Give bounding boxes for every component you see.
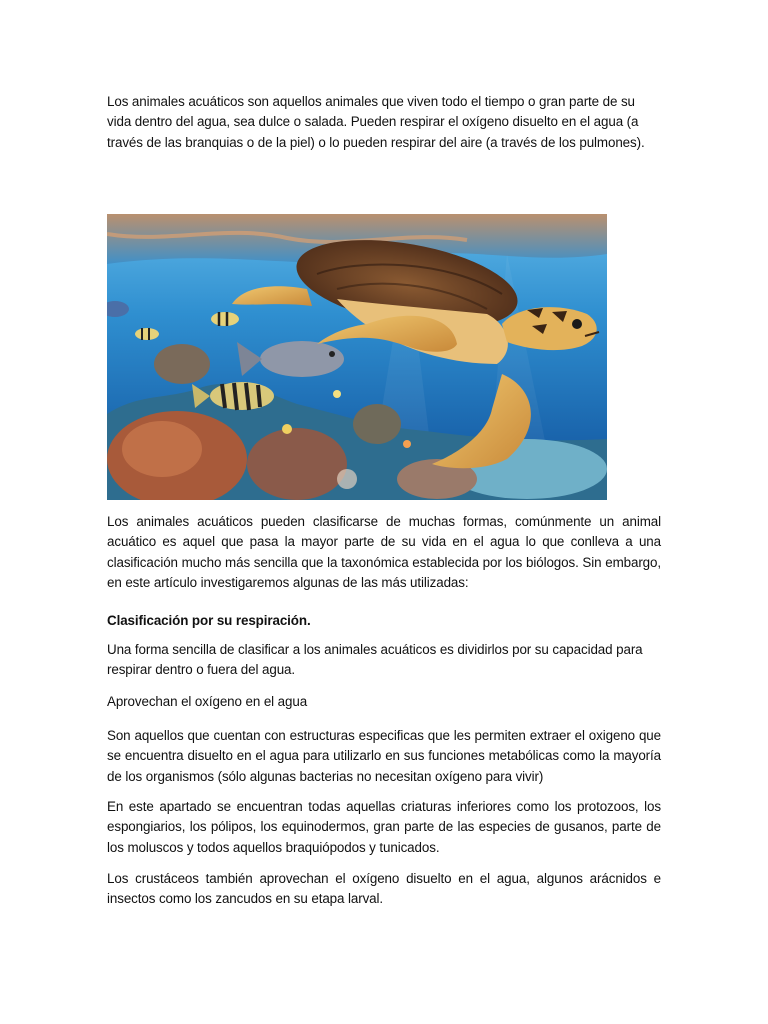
sea-turtle-photo: [107, 214, 607, 500]
section-intro-paragraph: Una forma sencilla de clasificar a los animales acuáticos es dividirlos por su capacidad para respirar dentro o fuera del agua.: [107, 642, 643, 678]
oxygen-paragraph: Son aquellos que cuentan con estructuras especificas que les permiten extraer el oxigeno que se encuentra disuelto en el agua para utilizarlo en sus funciones metabólicas como la mayoría de los organismos (sólo algunas bacterias no necesitan oxígeno para vivir): [107, 728, 661, 784]
section-heading: Clasificación por su respiración.: [107, 613, 311, 628]
classification-intro-paragraph: Los animales acuáticos pueden clasificarse de muchas formas, comúnmente un animal acuático es aquel que pasa la mayor parte de su vida en el agua lo que conlleva a una clasificación mucho más sencilla que la taxonómica establecida por los biólogos. Sin embargo, en este artículo investigaremos algunas de las más utilizadas:: [107, 514, 661, 591]
intro-paragraph: Los animales acuáticos son aquellos animales que viven todo el tiempo o gran parte de su vida dentro del agua, sea dulce o salada. Pueden respirar el oxígeno disuelto en el agua (a través de las branquias o de la piel) o lo pueden respirar del aire (a través de los pulmones).: [107, 94, 645, 150]
subheading: Aprovechan el oxígeno en el agua: [107, 694, 308, 709]
inferior-creatures-paragraph: En este apartado se encuentran todas aquellas criaturas inferiores como los protozoos, los espongiarios, los pólipos, los equinodermos, gran parte de las especies de gusanos, parte de los moluscos y todos aquellos braquiópodos y tunicados.: [107, 799, 661, 855]
crustaceans-paragraph: Los crustáceos también aprovechan el oxígeno disuelto en el agua, algunos arácnidos e insectos como los zancudos en su etapa larval.: [107, 871, 661, 907]
